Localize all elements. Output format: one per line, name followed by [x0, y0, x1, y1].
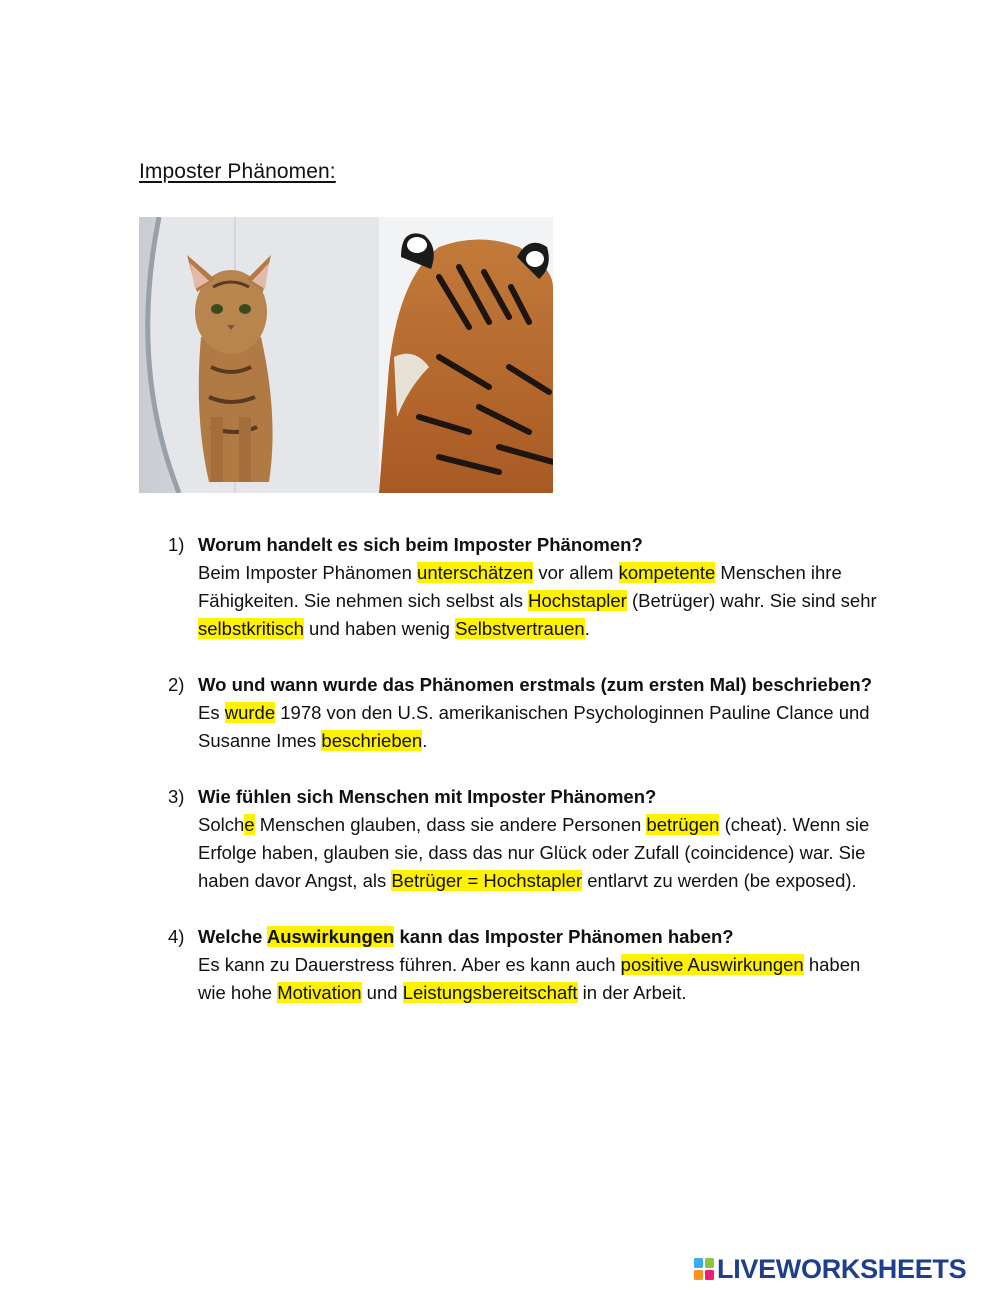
highlighted-term: Motivation [277, 982, 362, 1003]
answer-segment: Solch [198, 814, 245, 835]
answer-segment: 1978 von den U.S. amerikanischen Psychologinnen Pauline Clance und Susanne Imes [198, 702, 870, 751]
answer-segment: in der Arbeit. [577, 982, 687, 1003]
answer-segment: Beim Imposter Phänomen [198, 562, 418, 583]
question-segment: Worum handelt es sich beim Imposter Phänomen? [198, 534, 643, 555]
answer-segment: Menschen ihre Fähigkeiten. Sie nehmen sich selbst als [198, 562, 842, 611]
highlighted-term: Leistungsbereitschaft [402, 982, 578, 1003]
highlighted-term: beschrieben [321, 730, 423, 751]
question-item [168, 531, 888, 643]
question-number: 3) [168, 786, 185, 807]
highlighted-term: Auswirkungen [266, 926, 395, 947]
liveworksheets-logo-icon [694, 1258, 714, 1280]
answer-segment: (cheat). Wenn sie Erfolge haben, glauben sie, dass das nur Glück oder Zufall (coincidence) war. Sie haben davor Angst, als [198, 814, 870, 891]
answer-text [198, 559, 888, 643]
answer-segment: . [422, 730, 428, 751]
highlighted-term: betrügen [646, 814, 720, 835]
highlighted-term: unterschätzen [417, 562, 534, 583]
highlighted-term: positive Auswirkungen [620, 954, 804, 975]
answer-text [198, 699, 888, 755]
cat-tiger-mirror-image [139, 217, 553, 493]
question-list [168, 531, 888, 1035]
page-title: Imposter Phänomen: [139, 160, 336, 183]
question-segment: Wo und wann wurde das Phänomen erstmals (zum ersten Mal) beschrieben? [198, 674, 873, 695]
highlighted-term: e [244, 814, 255, 835]
answer-segment: vor allem [533, 562, 619, 583]
highlighted-term: Hochstapler [528, 590, 627, 611]
answer-segment: . [584, 618, 590, 639]
question-segment: Wie fühlen sich Menschen mit Imposter Phänomen? [198, 786, 657, 807]
highlighted-term: selbstkritisch [198, 618, 304, 639]
highlighted-term: Betrüger = Hochstapler [391, 870, 583, 891]
answer-segment: und [361, 982, 403, 1003]
answer-segment: Es kann zu Dauerstress führen. Aber es kann auch [198, 954, 621, 975]
highlighted-term: kompetente [618, 562, 716, 583]
question-text [198, 531, 888, 559]
question-number: 2) [168, 674, 185, 695]
question-item [168, 671, 888, 755]
question-number: 4) [168, 926, 185, 947]
question-text [198, 923, 888, 951]
answer-segment: haben wie hohe [198, 954, 861, 1003]
question-item [168, 783, 888, 895]
answer-text [198, 811, 888, 895]
answer-segment: und haben wenig [303, 618, 456, 639]
question-segment: kann das Imposter Phänomen haben? [394, 926, 734, 947]
highlighted-term: wurde [224, 702, 276, 723]
question-item [168, 923, 888, 1007]
highlighted-term: Selbstvertrauen [455, 618, 585, 639]
answer-segment: (Betrüger) wahr. Sie sind sehr [626, 590, 877, 611]
answer-segment: Es [198, 702, 225, 723]
logo-text: LIVEWORKSHEETS [717, 1253, 967, 1284]
answer-segment: entlarvt zu werden (be exposed). [582, 870, 857, 891]
liveworksheets-logo [694, 1254, 966, 1284]
answer-segment: Menschen glauben, dass sie andere Personen [254, 814, 647, 835]
answer-text [198, 951, 888, 1007]
question-text [198, 671, 888, 699]
question-number: 1) [168, 534, 185, 555]
question-text [198, 783, 888, 811]
question-segment: Welche [198, 926, 267, 947]
